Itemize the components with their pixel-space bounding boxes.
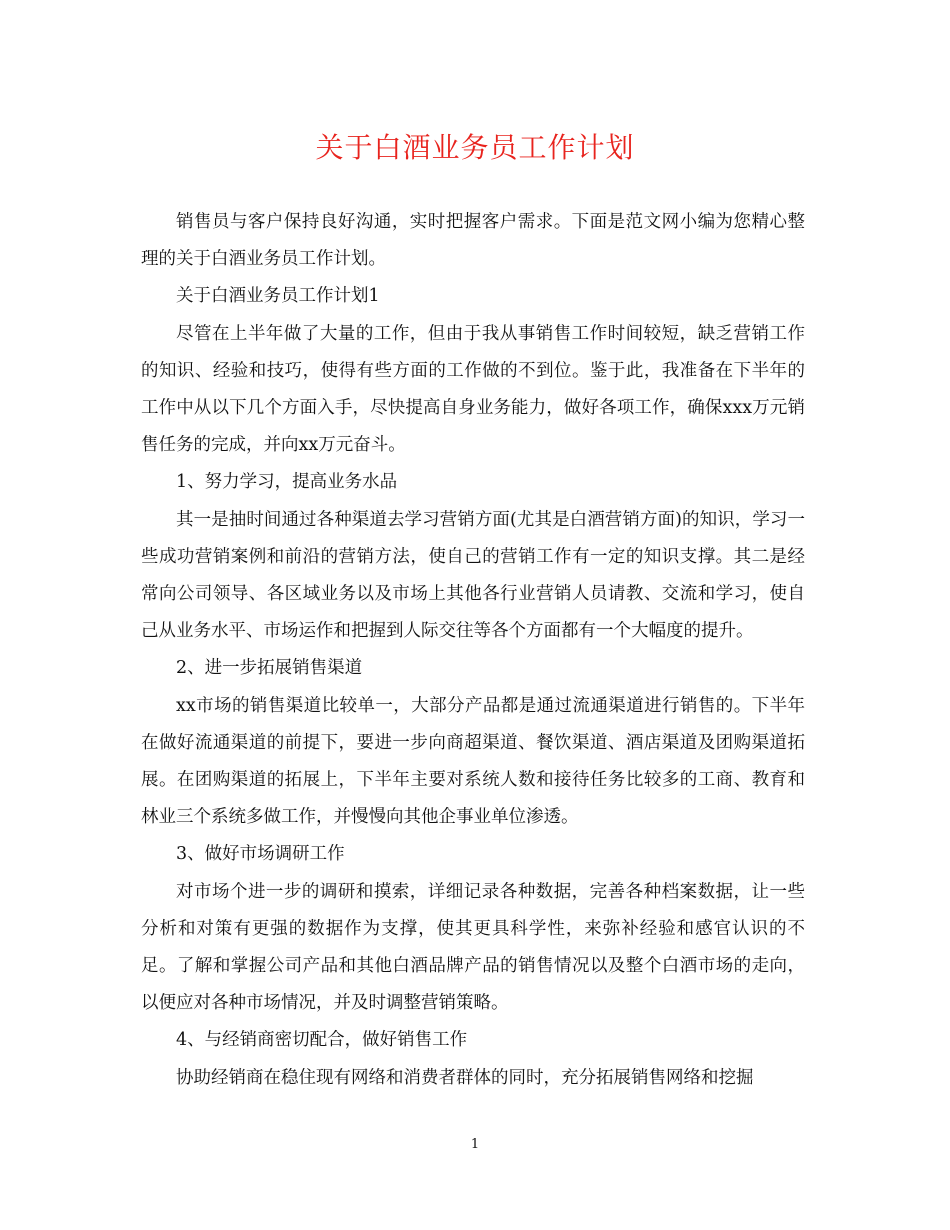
page-number: 1 (470, 1137, 480, 1152)
item-heading-2: 2、进一步拓展销售渠道 (176, 658, 363, 679)
item-body-2: xx市场的销售渠道比较单一，大部分产品都是通过流通渠道进行销售的。下半年在做好流通渠道的前提下，要进一步向商超渠道、餐饮渠道、酒店渠道及团购渠道拓展。在团购渠道的拓展上，下半年主要对系统人数和接待任务比较多的工商、教育和林业三个系统多做工作，并慢慢向其他企事业单位渗透。 (141, 695, 805, 828)
overview-paragraph: 尽管在上半年做了大量的工作，但由于我从事销售工作时间较短，缺乏营销工作的知识、经验和技巧，使得有些方面的工作做的不到位。鉴于此，我准备在下半年的工作中从以下几个方面入手，尽快提高自身业务能力，做好各项工作，确保xxx万元销售任务的完成，并向xx万元奋斗。 (141, 323, 805, 456)
item-heading-1: 1、努力学习，提高业务水品 (176, 472, 398, 493)
item-body-3: 对市场个进一步的调研和摸索，详细记录各种数据，完善各种档案数据，让一些分析和对策有更强的数据作为支撑，使其更具科学性，来弥补经验和感官认识的不足。了解和掌握公司产品和其他白酒品牌产品的销售情况以及整个白酒市场的走向，以便应对各种市场情况，并及时调整营销策略。 (141, 881, 805, 1014)
item-heading-4: 4、与经销商密切配合，做好销售工作 (176, 1030, 468, 1051)
item-heading-3: 3、做好市场调研工作 (176, 844, 345, 865)
section-heading-plan-1: 关于白酒业务员工作计划1 (176, 286, 380, 307)
document-title: 关于白酒业务员工作计划 (315, 131, 635, 164)
intro-paragraph: 销售员与客户保持良好沟通，实时把握客户需求。下面是范文网小编为您精心整理的关于白酒业务员工作计划。 (141, 212, 805, 270)
item-body-4: 协助经销商在稳住现有网络和消费者群体的同时，充分拓展销售网络和挖掘 (176, 1067, 754, 1088)
document-body (141, 204, 805, 1097)
item-body-1: 其一是抽时间通过各种渠道去学习营销方面(尤其是白酒营销方面)的知识，学习一些成功营销案例和前沿的营销方法，使自己的营销工作有一定的知识支撑。其二是经常向公司领导、各区域业务以及市场上其他各行业营销人员请教、交流和学习，使自己从业务水平、市场运作和把握到人际交往等各个方面都有一个大幅度的提升。 (141, 509, 805, 642)
